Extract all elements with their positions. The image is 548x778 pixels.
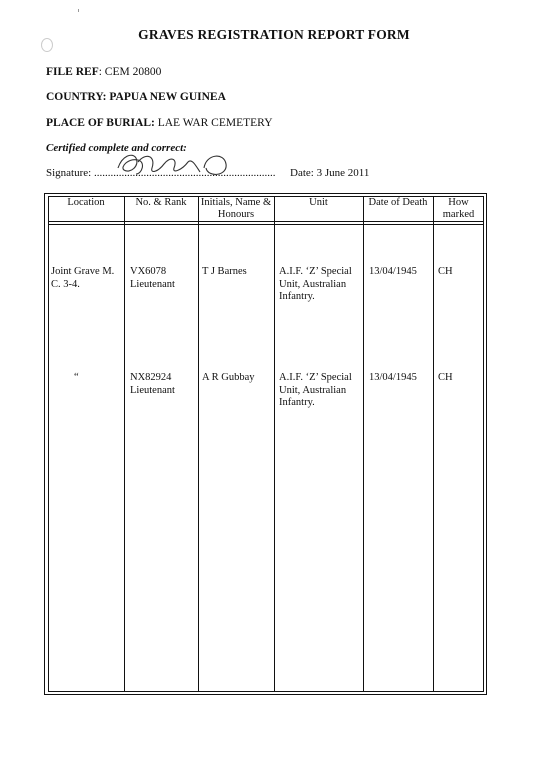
burial-value: LAE WAR CEMETERY [154, 117, 273, 129]
row1-no-rank: VX6078 Lieutenant [130, 266, 175, 290]
col-divider-1 [124, 196, 125, 692]
file-ref-line [46, 66, 161, 78]
row2-no-rank: NX82924 Lieutenant [130, 372, 175, 396]
col-divider-3 [274, 196, 275, 692]
row1-date-of-death: 13/04/1945 [369, 266, 417, 277]
header-no-rank: No. & Rank [135, 197, 187, 208]
header-how-marked: How marked [442, 197, 475, 220]
header-name: Initials, Name & Honours [200, 197, 272, 220]
col-divider-4 [363, 196, 364, 692]
signature-line: Signature: .................................................................. [46, 167, 276, 179]
header-date-of-death: Date of Death [368, 197, 428, 208]
header-location: Location [67, 197, 105, 208]
file-ref-value: : CEM 20800 [98, 66, 162, 78]
scan-speck [78, 9, 79, 12]
form-title: GRAVES REGISTRATION REPORT FORM [138, 27, 410, 42]
date-text: Date: 3 June 2011 [290, 167, 370, 179]
col-divider-2 [198, 196, 199, 692]
country-label: COUNTRY: PAPUA NEW GUINEA [46, 91, 226, 103]
row2-location: “ [74, 372, 79, 383]
table-header-divider [48, 221, 484, 222]
header-unit: Unit [309, 197, 328, 208]
file-ref-label: FILE REF [46, 66, 99, 78]
burial-line [46, 117, 273, 129]
burial-label: PLACE OF BURIAL: [46, 117, 155, 129]
row1-how-marked: CH [438, 266, 453, 277]
country-line [46, 91, 226, 103]
table-header-divider-2 [48, 224, 484, 225]
row1-location: Joint Grave M. C. 3-4. [51, 266, 115, 290]
row2-date-of-death: 13/04/1945 [369, 372, 417, 383]
row2-name: A R Gubbay [202, 372, 255, 383]
handwritten-signature [112, 148, 237, 180]
row2-how-marked: CH [438, 372, 453, 383]
col-divider-5 [433, 196, 434, 692]
row2-unit: A.I.F. ‘Z’ Special Unit, Australian Infantry. [279, 372, 352, 408]
row1-unit: A.I.F. ‘Z’ Special Unit, Australian Infantry. [279, 266, 352, 302]
certified-text: Certified complete and correct: [46, 142, 187, 154]
row1-name: T J Barnes [202, 266, 247, 277]
